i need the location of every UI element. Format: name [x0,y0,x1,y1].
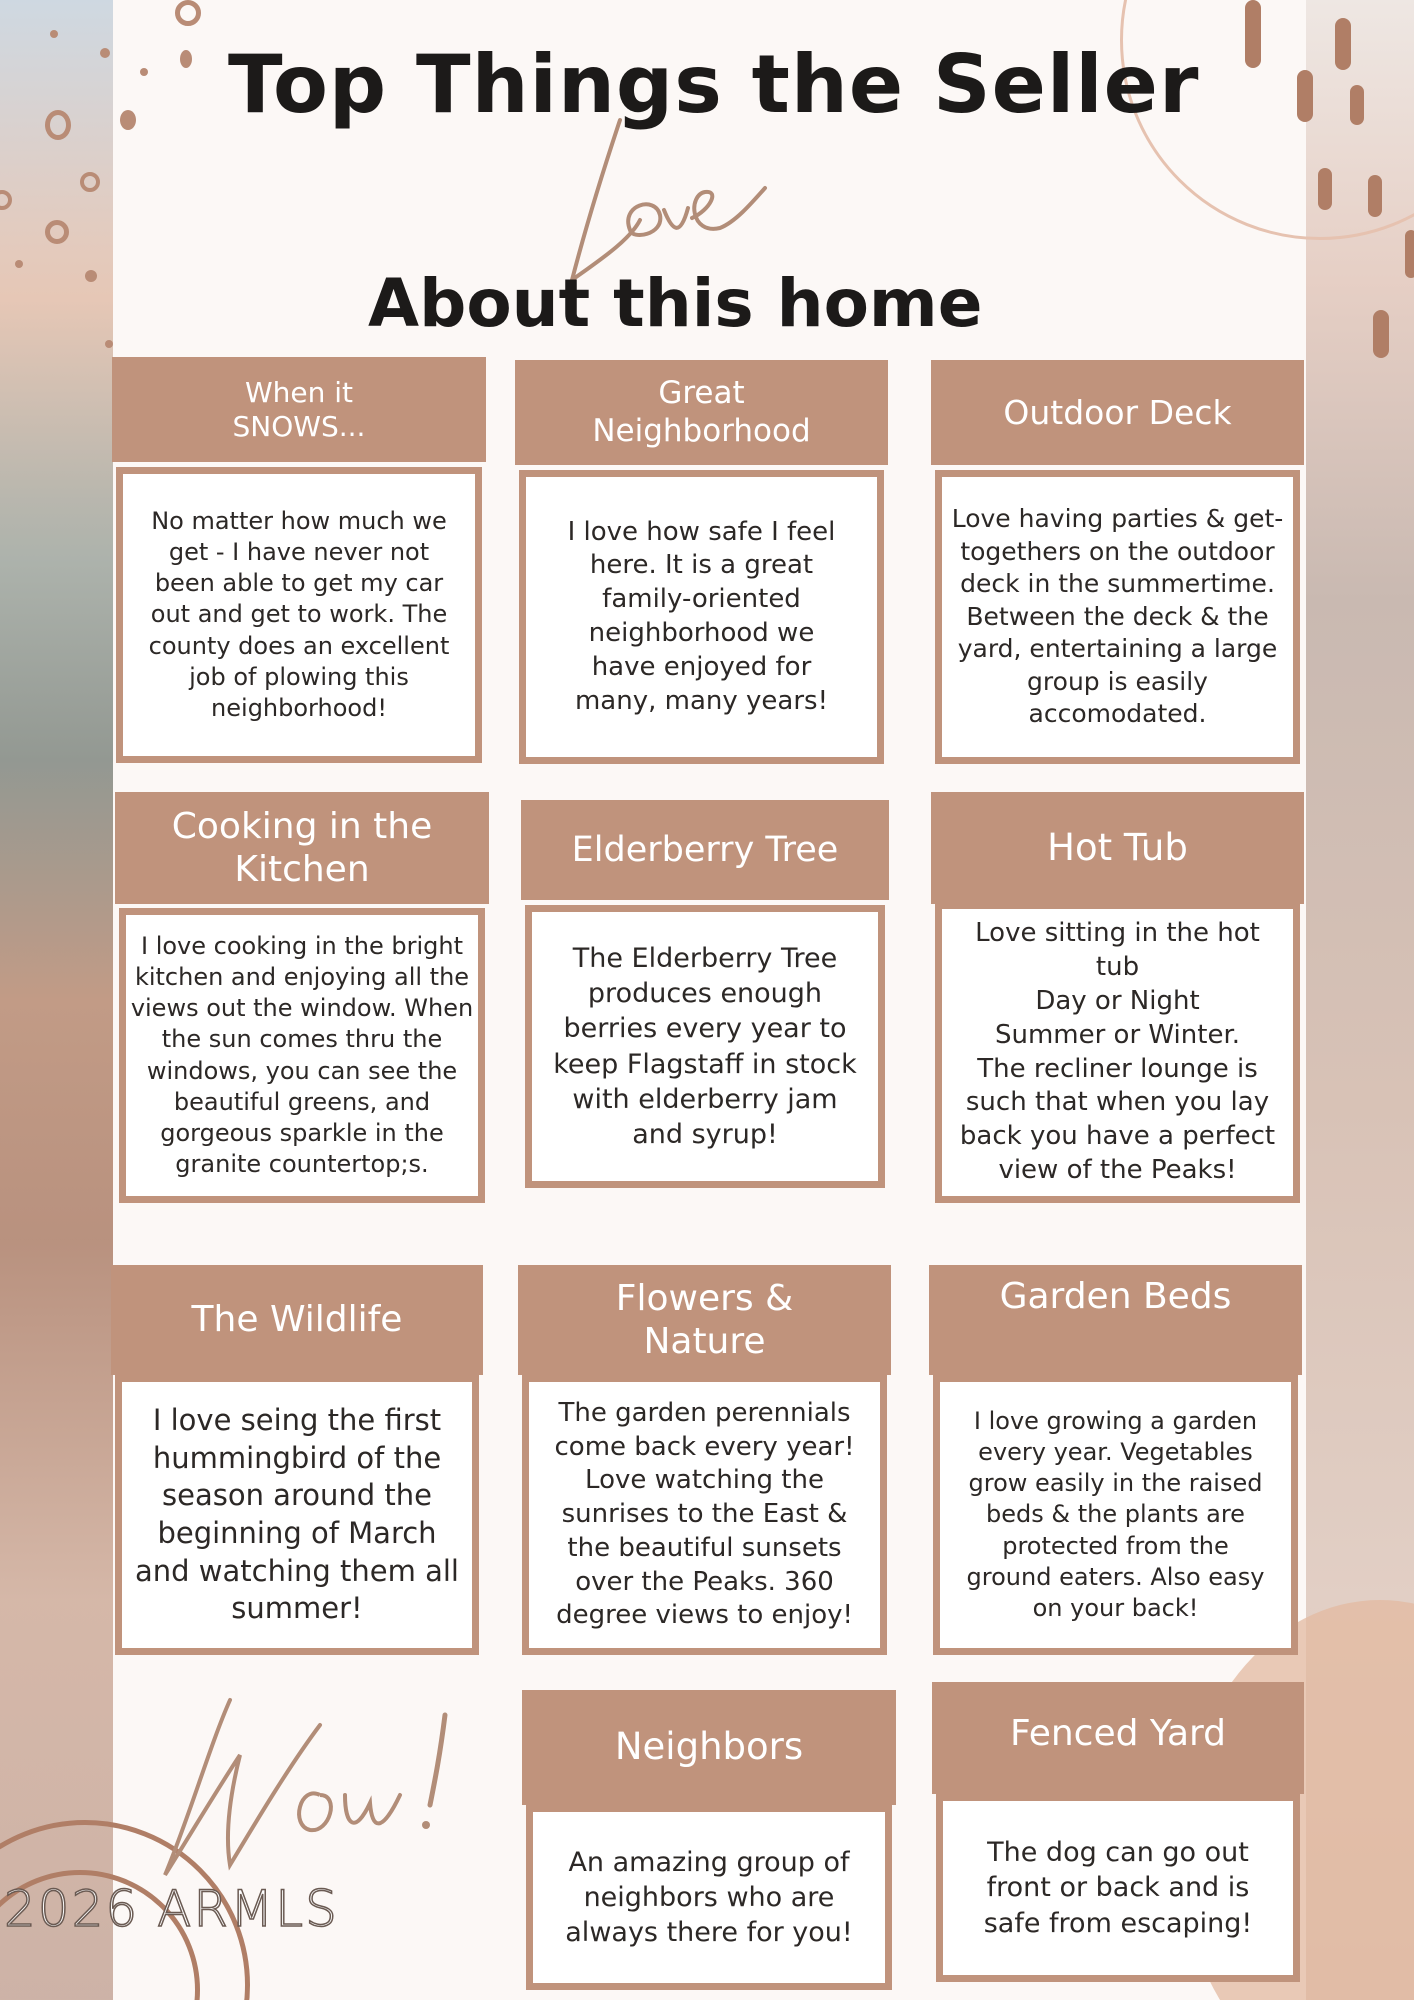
card-body: Love having parties & get-togethers on the outdoor deck in the summertime. Between the deck & the yard, entertaining a large group is easily accomodated. [935,470,1300,764]
card-body: The Elderberry Tree produces enough berries every year to keep Flagstaff in stock with elderberry jam and syrup! [525,905,885,1188]
card-the-wildlife [111,1265,483,1655]
script-love-word [560,110,790,290]
card-body: I love how safe I feel here. It is a great family-oriented neighborhood we have enjoyed for many, many years! [519,470,884,764]
card-hot-tub [931,792,1304,1203]
card-body: An amazing group of neighbors who are always there for you! [526,1805,892,1990]
card-body: I love growing a garden every year. Vegetables grow easily in the raised beds & the plants are protected from the ground eaters. Also easy on your back! [933,1375,1298,1655]
card-neighbors [522,1690,896,1990]
card-body: I love seing the first hummingbird of the season around the beginning of March and watching them all summer! [115,1375,479,1655]
card-when-it-snows [112,357,486,763]
copyright-watermark: 2026 ARMLS [4,1880,339,1938]
card-garden-beds [929,1265,1302,1655]
page-title: Top Things the Seller [228,38,1200,131]
card-body: I love cooking in the bright kitchen and enjoying all the views out the window. When the sun comes thru the windows, you can see the beautiful greens, and gorgeous sparkle in the granite countertop;s. [119,908,485,1203]
card-heading: Great Neighborhood [515,360,888,465]
card-heading: Elderberry Tree [521,800,889,900]
card-heading: Hot Tub [931,792,1304,904]
card-heading: Fenced Yard [932,1682,1304,1794]
background-left-photo [0,0,113,2000]
card-cooking-in-the-kitchen [115,792,489,1203]
card-heading: Neighbors [522,1690,896,1805]
card-great-neighborhood [515,360,888,764]
card-flowers-and-nature [518,1265,891,1655]
card-fenced-yard [932,1682,1304,1982]
card-heading: Garden Beds [929,1265,1302,1375]
card-body: No matter how much we get - I have never not been able to get my car out and get to work. The county does an excellent job of plowing this neighborhood! [116,467,482,763]
card-heading: When it SNOWS... [112,357,486,462]
card-outdoor-deck [931,360,1304,764]
card-body: The dog can go out front or back and is safe from escaping! [936,1794,1300,1982]
card-heading: The Wildlife [111,1265,483,1375]
card-body: The garden perennials come back every year! Love watching the sunrises to the East & the beautiful sunsets over the Peaks. 360 degree views to enjoy! [522,1375,887,1655]
script-wow-word [150,1685,470,1885]
card-heading: Flowers & Nature [518,1265,891,1375]
page-subtitle: About this home [368,265,983,342]
card-heading: Cooking in the Kitchen [115,792,489,904]
card-heading: Outdoor Deck [931,360,1304,465]
card-elderberry-tree [521,800,889,1188]
card-body: Love sitting in the hot tub Day or Night Summer or Winter. The recliner lounge is such that when you lay back you have a perfect view of the Peaks! [935,902,1300,1203]
